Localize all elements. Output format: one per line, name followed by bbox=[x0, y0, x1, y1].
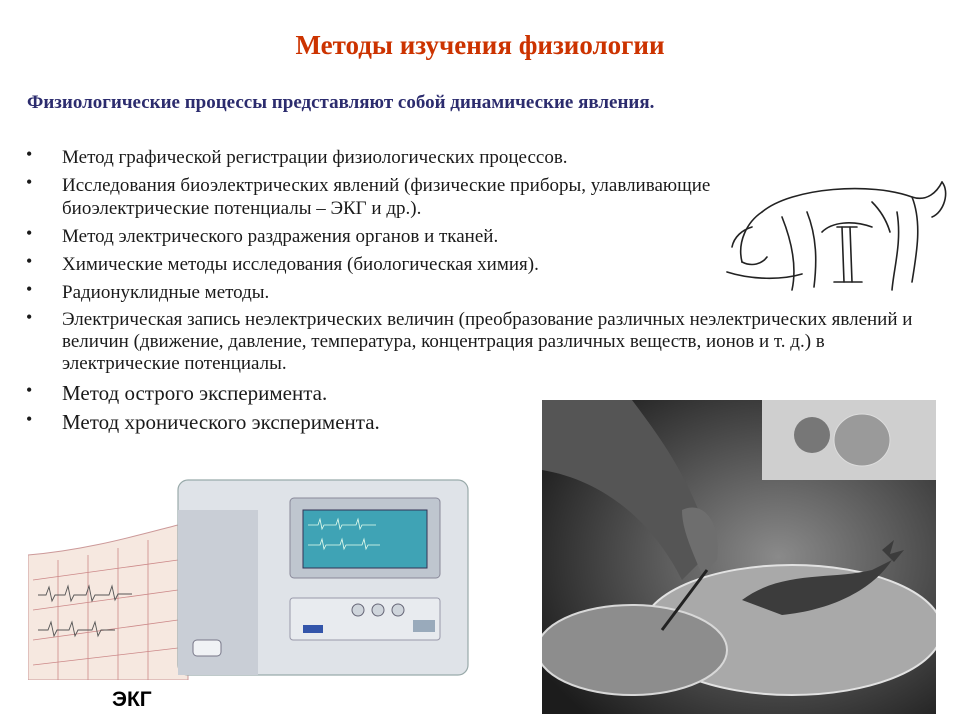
list-item: • Метод электрического раздражения органов и тканей. bbox=[26, 225, 936, 248]
list-item: • Метод хронического эксперимента. bbox=[26, 409, 936, 436]
dog-sketch-image bbox=[722, 172, 950, 300]
list-item: • Радионуклидные методы. bbox=[26, 281, 936, 304]
slide-subtitle: Физиологические процессы представляют собой динамические явления. bbox=[27, 92, 655, 113]
list-item: • Электрическая запись неэлектрических величин (преобразование различных неэлектрических явлений и величин (движение, давление, температура, концентрация различных веществ, ионов и т. д.) в электрические потенциалы. bbox=[26, 309, 936, 375]
slide-title: Методы изучения физиологии bbox=[295, 30, 665, 60]
ecg-caption: ЭКГ bbox=[112, 688, 152, 711]
list-item: • Исследования биоэлектрических явлений (физические приборы, улавливающие биоэлектрические потенциалы – ЭКГ и др.). bbox=[26, 174, 722, 220]
list-item: • Метод острого эксперимента. bbox=[26, 380, 936, 407]
ecg-machine-image bbox=[28, 470, 498, 680]
list-item: • Метод графической регистрации физиологических процессов. bbox=[26, 146, 742, 169]
experiment-photo bbox=[542, 400, 936, 714]
list-item: • Химические методы исследования (биологическая химия). bbox=[26, 253, 936, 276]
